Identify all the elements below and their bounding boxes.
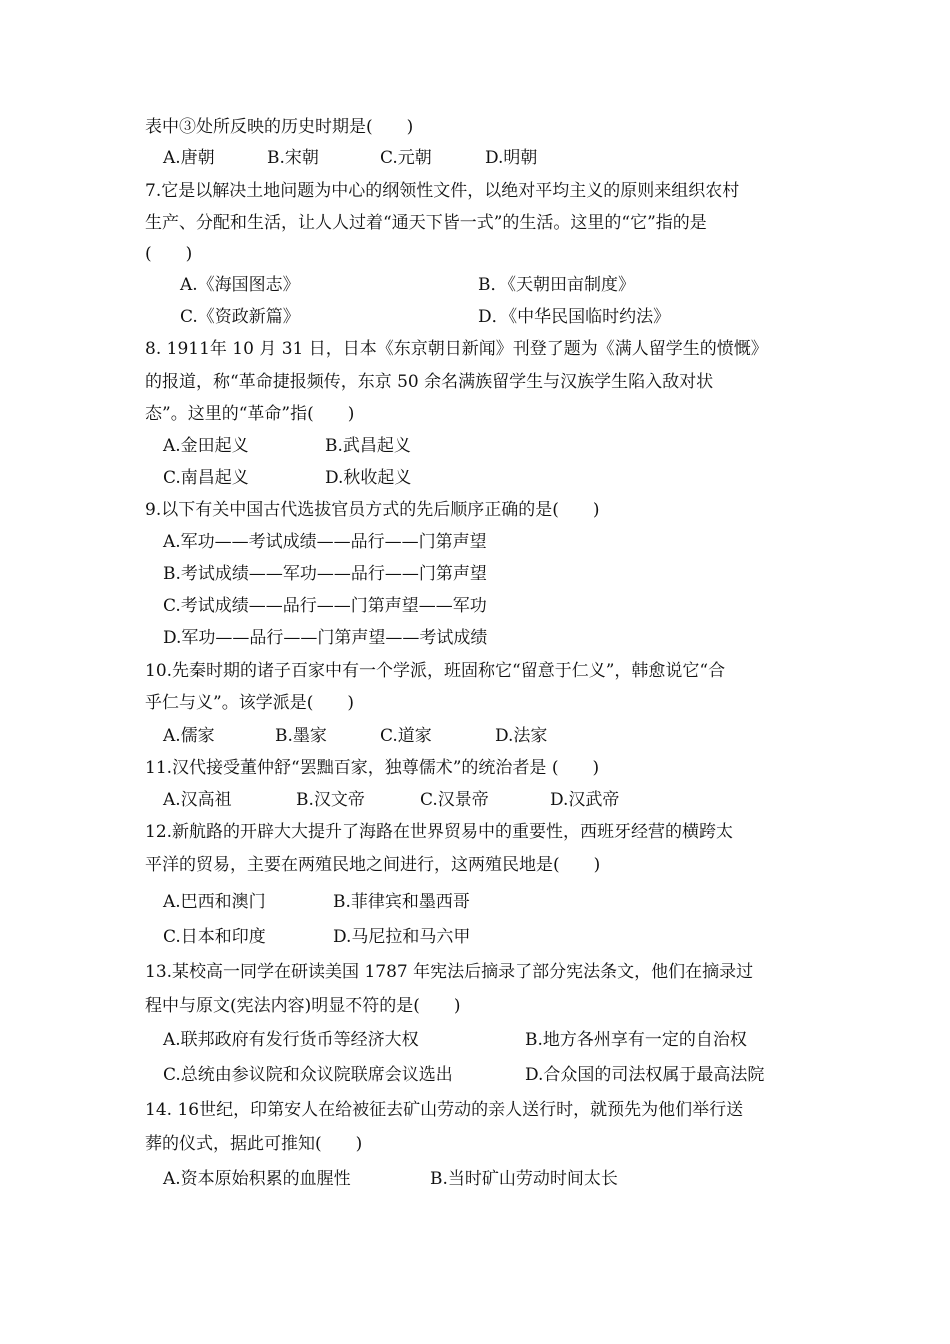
question-10-stem-line-1: 10.先秦时期的诸子百家中有一个学派，班固称它“留意于仁义”，韩愈说它“合 [145, 661, 726, 681]
question-10-option-d: D.法家 [495, 726, 548, 746]
question-7-stem-line-2: 生产、分配和生活，让人人过着“通天下皆一式”的生活。这里的“它”指的是 [145, 213, 707, 233]
question-8-stem-line-1: 8. 1911年 10 月 31 日，日本《东京朝日新闻》刊登了题为《满人留学生的愤慨》 [145, 339, 768, 359]
question-11-option-d: D.汉武帝 [550, 790, 620, 810]
question-6-stem: 表中③处所反映的历史时期是( ) [145, 117, 414, 137]
question-12-option-a: A.巴西和澳门 [163, 892, 266, 912]
question-8-option-a: A.金田起义 [163, 436, 249, 456]
question-9-stem: 9.以下有关中国古代选拔官员方式的先后顺序正确的是( ) [145, 500, 600, 520]
question-8-option-b: B.武昌起义 [325, 436, 411, 456]
question-7-option-a: A.《海国图志》 [180, 275, 300, 295]
question-12-option-d: D.马尼拉和马六甲 [333, 927, 471, 947]
question-7-option-b: B．《天朝田亩制度》 [478, 275, 635, 295]
question-11-stem: 11.汉代接受董仲舒“罢黜百家，独尊儒术”的统治者是 ( ) [145, 758, 600, 778]
question-7-option-c: C.《资政新篇》 [180, 307, 300, 327]
question-14-stem-line-2: 葬的仪式，据此可推知( ) [145, 1134, 363, 1154]
question-11-option-a: A.汉高祖 [163, 790, 232, 810]
question-6-option-a: A.唐朝 [163, 148, 215, 168]
question-12-stem-line-1: 12.新航路的开辟大大提升了海路在世界贸易中的重要性，西班牙经营的横跨太 [145, 822, 734, 842]
question-13-option-b: B.地方各州享有一定的自治权 [525, 1030, 747, 1050]
question-13-stem-line-2: 程中与原文(宪法内容)明显不符的是( ) [145, 996, 461, 1016]
question-9-option-a: A.军功——考试成绩——品行——门第声望 [163, 532, 487, 552]
question-9-option-c: C.考试成绩——品行——门第声望——军功 [163, 596, 487, 616]
question-12-option-c: C.日本和印度 [163, 927, 266, 947]
question-6-option-b: B.宋朝 [267, 148, 319, 168]
question-11-option-c: C.汉景帝 [420, 790, 489, 810]
question-10-option-b: B.墨家 [275, 726, 327, 746]
question-14-option-b: B.当时矿山劳动时间太长 [430, 1169, 618, 1189]
question-10-option-a: A.儒家 [163, 726, 215, 746]
question-12-stem-line-2: 平洋的贸易，主要在两殖民地之间进行，这两殖民地是( ) [145, 855, 601, 875]
question-7-option-d: D．《中华民国临时约法》 [478, 307, 671, 327]
question-10-option-c: C.道家 [380, 726, 432, 746]
question-9-option-b: B.考试成绩——军功——品行——门第声望 [163, 564, 487, 584]
question-8-option-c: C.南昌起义 [163, 468, 249, 488]
question-13-option-d: D.合众国的司法权属于最高法院 [525, 1065, 765, 1085]
question-8-option-d: D.秋收起义 [325, 468, 412, 488]
question-14-option-a: A.资本原始积累的血腥性 [163, 1169, 351, 1189]
question-13-option-c: C.总统由参议院和众议院联席会议选出 [163, 1065, 453, 1085]
question-7-stem-line-3: ( ) [145, 244, 193, 264]
question-14-stem-line-1: 14. 16世纪，印第安人在给被征去矿山劳动的亲人送行时，就预先为他们举行送 [145, 1100, 744, 1120]
question-6-option-c: C.元朝 [380, 148, 432, 168]
question-11-option-b: B.汉文帝 [296, 790, 365, 810]
question-7-stem-line-1: 7.它是以解决土地问题为中心的纲领性文件，以绝对平均主义的原则来组织农村 [145, 181, 740, 201]
question-9-option-d: D.军功——品行——门第声望——考试成绩 [163, 628, 488, 648]
question-8-stem-line-2: 的报道，称“革命捷报频传，东京 50 余名满族留学生与汉族学生陷入敌对状 [145, 372, 714, 392]
question-13-option-a: A.联邦政府有发行货币等经济大权 [163, 1030, 419, 1050]
question-12-option-b: B.菲律宾和墨西哥 [333, 892, 470, 912]
question-13-stem-line-1: 13.某校高一同学在研读美国 1787 年宪法后摘录了部分宪法条文，他们在摘录过 [145, 962, 754, 982]
question-6-option-d: D.明朝 [485, 148, 538, 168]
question-8-stem-line-3: 态”。这里的“革命”指( ) [145, 404, 355, 424]
question-10-stem-line-2: 乎仁与义”。该学派是( ) [145, 693, 354, 713]
